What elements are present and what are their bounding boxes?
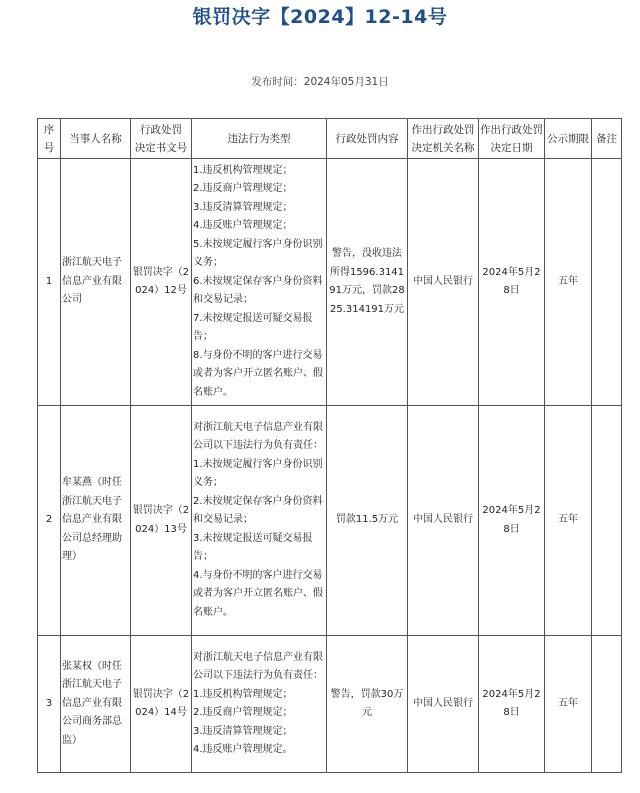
cell-authority: 中国人民银行: [408, 636, 479, 773]
col-header-penalty: 行政处罚内容: [327, 119, 408, 159]
col-header-date: [479, 119, 545, 159]
violation-item: 3.违反清算管理规定；: [193, 201, 293, 213]
violation-item: 2.未按规定保存客户身份资料和交易记录；: [193, 495, 323, 526]
cell-seq: 1: [38, 159, 61, 406]
col-header-doc-no: [131, 119, 192, 159]
col-header-doc-no-line2: 决定书文号: [134, 141, 188, 154]
violation-item: 对浙江航天电子信息产业有限公司以下违法行为负有责任：: [193, 421, 323, 452]
cell-period: 五年: [545, 406, 592, 636]
violation-item: 1.违反机构管理规定；: [193, 164, 293, 176]
violation-item: 2.违反商户管理规定；: [193, 707, 293, 718]
violation-item: 4.与身份不明的客户进行交易或者为客户开立匿名账户、假名账户。: [193, 569, 323, 618]
cell-authority: 中国人民银行: [408, 406, 479, 636]
cell-date: 2024年5月28日: [479, 636, 545, 773]
col-header-authority-line2: 决定机关名称: [411, 141, 475, 154]
violation-item: 对浙江航天电子信息产业有限公司以下违法行为负有责任：: [193, 651, 323, 681]
cell-note: [592, 406, 622, 636]
cell-seq: 2: [38, 406, 61, 636]
cell-doc-no: 银罚决字（2024）13号: [131, 406, 192, 636]
cell-violations: [192, 159, 327, 406]
col-header-authority: [408, 119, 479, 159]
cell-date: 2024年5月28日: [479, 406, 545, 636]
cell-seq: 3: [38, 636, 61, 773]
col-header-seq: 序号: [38, 119, 61, 159]
col-header-note: 备注: [592, 119, 622, 159]
table-row: [38, 406, 622, 636]
col-header-date-line2: 决定日期: [490, 141, 533, 154]
col-header-violation-type: 违法行为类型: [192, 119, 327, 159]
violation-item: 1.违反机构管理规定；: [193, 688, 293, 700]
violation-item: 8.与身份不明的客户进行交易或者为客户开立匿名账户、假名账户。: [193, 349, 323, 398]
violation-item: 3.违反清算管理规定；: [193, 725, 293, 737]
col-header-date-line1: 作出行政处罚: [480, 123, 543, 136]
violation-item: 4.违反账户管理规定；: [193, 220, 293, 232]
cell-date: 2024年5月28日: [479, 159, 545, 406]
cell-violations: [192, 406, 327, 636]
cell-violations: [192, 636, 327, 773]
cell-penalty: 警告，罚款30万元: [327, 636, 408, 773]
cell-doc-no: 银罚决字（2024）12号: [131, 159, 192, 406]
cell-penalty: 罚款11.5万元: [327, 406, 408, 636]
page-title: 银罚决字【2024】12-14号: [192, 6, 448, 28]
violation-item: 7.未按规定报送可疑交易报告；: [193, 312, 313, 343]
cell-note: [592, 636, 622, 773]
col-header-party: 当事人名称: [61, 119, 131, 159]
violation-item: 4.违反账户管理规定。: [193, 744, 293, 755]
cell-period: 五年: [545, 636, 592, 773]
cell-party: 牟某燕（时任浙江航天电子信息产业有限公司总经理助理）: [61, 406, 131, 636]
table-row: [38, 636, 622, 773]
cell-doc-no: 银罚决字（2024）14号: [131, 636, 192, 773]
cell-authority: 中国人民银行: [408, 159, 479, 406]
cell-party: 张某权（时任浙江航天电子信息产业有限公司商务部总监）: [61, 636, 131, 773]
publish-time: 发布时间：2024年05月31日: [251, 76, 389, 88]
penalty-table: [37, 118, 622, 773]
col-header-period: 公示期限: [545, 119, 592, 159]
violation-item: 5.未按规定履行客户身份识别义务；: [193, 238, 323, 269]
violation-item: 2.违反商户管理规定；: [193, 183, 293, 195]
violation-item: 6.未按规定保存客户身份资料和交易记录；: [193, 275, 323, 306]
cell-period: 五年: [545, 159, 592, 406]
cell-note: [592, 159, 622, 406]
violation-item: 1.未按规定履行客户身份识别义务；: [193, 458, 323, 489]
cell-penalty: 警告，没收违法所得1596.314191万元，罚款2825.314191万元: [327, 159, 408, 406]
table-row: [38, 159, 622, 406]
cell-party: 浙江航天电子信息产业有限公司: [61, 159, 131, 406]
violation-item: 3.未按规定报送可疑交易报告；: [193, 532, 313, 563]
col-header-doc-no-line1: 行政处罚: [140, 123, 182, 136]
table-header-row: [38, 119, 622, 159]
col-header-authority-line1: 作出行政处罚: [411, 123, 475, 136]
